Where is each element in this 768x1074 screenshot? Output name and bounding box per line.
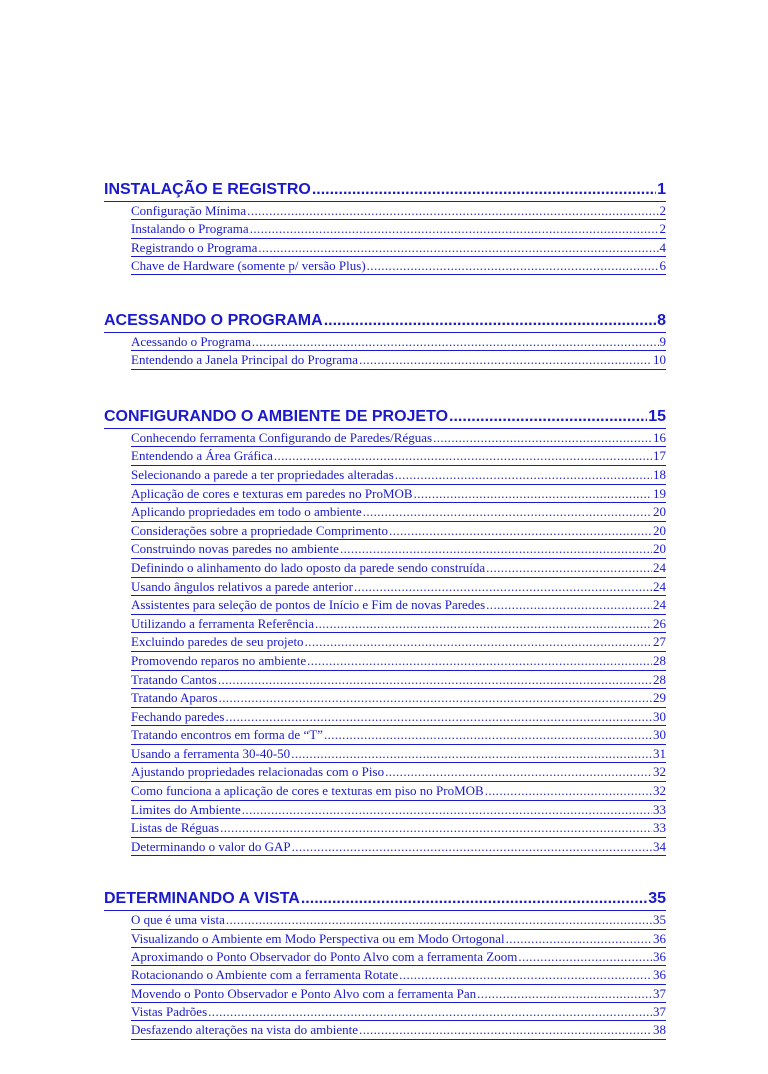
dot-leader xyxy=(274,447,652,465)
toc-item-title: Assistentes para seleção de pontos de Início e Fim de novas Paredes xyxy=(131,597,486,613)
toc-item-title: Utilizando a ferramenta Referência xyxy=(131,615,314,631)
toc-page-number: 26 xyxy=(653,615,666,631)
toc-item[interactable] xyxy=(131,333,666,351)
toc-item-title: Movendo o Ponto Observador e Ponto Alvo com a ferramenta Pan xyxy=(131,985,477,1001)
toc-page-number: 10 xyxy=(653,352,666,368)
dot-leader xyxy=(359,351,652,368)
toc-page-number: 4 xyxy=(659,239,666,255)
toc-item[interactable] xyxy=(131,652,666,671)
toc-item[interactable] xyxy=(131,930,666,948)
toc-page-number: 36 xyxy=(653,949,666,965)
toc-item-title: Vistas Padrões xyxy=(131,1003,208,1019)
dot-leader xyxy=(208,1003,652,1020)
dot-leader xyxy=(291,745,652,763)
dot-leader xyxy=(449,405,647,428)
toc-page-number: 36 xyxy=(653,930,666,946)
toc-item[interactable] xyxy=(131,948,666,966)
toc-heading-title: ACESSANDO O PROGRAMA xyxy=(104,312,323,330)
toc-heading-configurando-o-ambiente[interactable] xyxy=(104,405,666,429)
toc-item[interactable] xyxy=(131,503,666,522)
toc-item[interactable] xyxy=(131,429,666,448)
toc-heading-title: CONFIGURANDO O AMBIENTE DE PROJETO xyxy=(104,407,449,425)
toc-item[interactable] xyxy=(131,540,666,559)
toc-heading-acessando-o-programa[interactable] xyxy=(104,309,666,333)
dot-leader xyxy=(250,220,659,237)
toc-section-configurando xyxy=(104,405,666,857)
dot-leader xyxy=(486,596,652,614)
toc-page-number: 33 xyxy=(653,820,666,836)
toc-page-number: 28 xyxy=(653,652,666,668)
dot-leader xyxy=(220,819,652,837)
toc-item-title: Aplicando propriedades em todo o ambiente xyxy=(131,504,362,520)
toc-item[interactable] xyxy=(131,239,666,257)
toc-page-number: 1 xyxy=(657,181,666,198)
toc-item[interactable] xyxy=(131,1003,666,1021)
toc-item[interactable] xyxy=(131,220,666,238)
toc-page-number: 30 xyxy=(653,727,666,743)
dot-leader xyxy=(226,708,653,726)
toc-item-title: Ajustando propriedades relacionadas com o Piso xyxy=(131,764,385,780)
toc-page-number: 37 xyxy=(653,1003,666,1019)
toc-heading-instalacao-e-registro[interactable] xyxy=(104,178,666,202)
toc-item-title: Conhecendo ferramenta Configurando de Paredes/Réguas xyxy=(131,429,433,445)
toc-item[interactable] xyxy=(131,745,666,764)
toc-item-title: Limites do Ambiente xyxy=(131,801,241,817)
toc-item-title: Excluindo paredes de seu projeto xyxy=(131,634,304,650)
dot-leader xyxy=(226,911,652,928)
toc-page-number: 24 xyxy=(653,559,666,575)
toc-item[interactable] xyxy=(131,522,666,541)
toc-item-title: Entendendo a Janela Principal do Programa xyxy=(131,352,359,368)
toc-item-title: Considerações sobre a propriedade Comprimento xyxy=(131,522,389,538)
dot-leader xyxy=(367,257,659,274)
dot-leader xyxy=(219,689,652,707)
toc-page-number: 2 xyxy=(659,203,666,218)
dot-leader xyxy=(312,178,656,201)
dot-leader xyxy=(477,985,652,1002)
toc-item[interactable] xyxy=(131,782,666,801)
toc-item[interactable] xyxy=(131,801,666,820)
dot-leader xyxy=(218,671,652,689)
toc-item-title: Construindo novas paredes no ambiente xyxy=(131,541,339,557)
dot-leader xyxy=(324,309,656,332)
toc-page-number: 18 xyxy=(653,466,666,482)
toc-item-title: Determinando o valor do GAP xyxy=(131,838,291,854)
toc-item-title: Usando a ferramenta 30-40-50 xyxy=(131,745,291,761)
toc-item-title: Configuração Mínima xyxy=(131,203,247,218)
toc-section-acessando xyxy=(104,309,666,370)
toc-item-title: Fechando paredes xyxy=(131,708,225,724)
toc-heading-title: INSTALAÇÃO E REGISTRO xyxy=(104,181,311,198)
toc-page-number: 38 xyxy=(653,1022,666,1038)
toc-item[interactable] xyxy=(131,966,666,984)
toc-page-number: 33 xyxy=(653,801,666,817)
toc-page-number: 32 xyxy=(653,783,666,799)
toc-page-number: 24 xyxy=(653,597,666,613)
dot-leader xyxy=(485,782,652,800)
toc-item-title: Visualizando o Ambiente em Modo Perspectiva ou em Modo Ortogonal xyxy=(131,930,505,946)
toc-item-title: Selecionando a parede a ter propriedades alteradas xyxy=(131,466,394,482)
dot-leader xyxy=(247,202,658,219)
toc-page-number: 6 xyxy=(659,257,666,273)
toc-item-title: Tratando Cantos xyxy=(131,671,217,687)
toc-heading-title: DETERMINANDO A VISTA xyxy=(104,890,300,908)
toc-item-title: Rotacionando o Ambiente com a ferramenta Rotate xyxy=(131,967,399,983)
dot-leader xyxy=(506,930,652,947)
toc-item[interactable] xyxy=(131,633,666,652)
toc-item[interactable] xyxy=(131,911,666,929)
toc-page-number: 2 xyxy=(659,221,666,237)
toc-page-number: 9 xyxy=(659,334,666,350)
toc-item-title: Definindo o alinhamento do lado oposto da parede sendo construída xyxy=(131,559,486,575)
toc-page-number: 19 xyxy=(653,485,666,501)
toc-page-number: 8 xyxy=(657,312,666,330)
toc-item[interactable] xyxy=(131,578,666,597)
toc-item-title: Aproximando o Ponto Observador do Ponto Alvo com a ferramenta Zoom xyxy=(131,949,518,965)
toc-page-number: 27 xyxy=(653,634,666,650)
toc-item[interactable] xyxy=(131,257,666,275)
dot-leader xyxy=(389,522,652,540)
toc-page-number: 16 xyxy=(653,429,666,445)
toc-item-title: Usando ângulos relativos a parede anterior xyxy=(131,578,354,594)
toc-item-title: Registrando o Programa xyxy=(131,239,258,255)
toc-section-instalacao xyxy=(104,178,666,275)
toc-page-number: 36 xyxy=(653,967,666,983)
toc-item[interactable] xyxy=(131,351,666,369)
toc-heading-determinando-a-vista[interactable] xyxy=(104,887,666,911)
dot-leader xyxy=(292,838,652,856)
toc-item[interactable] xyxy=(131,485,666,504)
toc-page-number: 34 xyxy=(653,838,666,854)
dot-leader xyxy=(258,239,658,256)
toc-item-title: O que é uma vista xyxy=(131,912,225,928)
dot-leader xyxy=(305,633,652,651)
toc-page-number: 35 xyxy=(653,912,666,928)
toc-page-number: 32 xyxy=(653,764,666,780)
toc-item-title: Chave de Hardware (somente p/ versão Plus) xyxy=(131,257,366,273)
dot-leader xyxy=(363,503,652,521)
dot-leader xyxy=(518,948,652,965)
dot-leader xyxy=(324,726,652,744)
toc-page-number: 35 xyxy=(648,890,666,908)
toc-page-number: 20 xyxy=(653,522,666,538)
toc-page-number: 20 xyxy=(653,504,666,520)
toc-item[interactable] xyxy=(131,726,666,745)
toc-item-title: Entendendo a Área Gráfica xyxy=(131,448,273,464)
dot-leader xyxy=(354,578,652,596)
toc-item-title: Como funciona a aplicação de cores e texturas em piso no ProMOB xyxy=(131,783,484,799)
toc-item-title: Tratando Aparos xyxy=(131,690,218,706)
dot-leader xyxy=(315,615,652,633)
toc-item[interactable] xyxy=(131,763,666,782)
toc-item[interactable] xyxy=(131,202,666,220)
toc-item[interactable] xyxy=(131,708,666,727)
toc-item-title: Acessando o Programa xyxy=(131,334,251,350)
toc-item[interactable] xyxy=(131,447,666,466)
toc-item[interactable] xyxy=(131,671,666,690)
toc-page-number: 30 xyxy=(653,708,666,724)
dot-leader xyxy=(340,540,652,558)
dot-leader xyxy=(242,801,652,819)
toc-page-number: 37 xyxy=(653,985,666,1001)
dot-leader xyxy=(399,966,652,983)
toc-item-title: Listas de Réguas xyxy=(131,820,220,836)
toc-item-title: Instalando o Programa xyxy=(131,221,249,237)
toc-item[interactable] xyxy=(131,689,666,708)
toc-page-number: 20 xyxy=(653,541,666,557)
dot-leader xyxy=(414,485,652,503)
toc-page-number: 28 xyxy=(653,671,666,687)
toc-section-determinando-a-vista xyxy=(104,887,666,1039)
toc-item[interactable] xyxy=(131,838,666,857)
table-of-contents xyxy=(104,178,666,1074)
dot-leader xyxy=(395,466,652,484)
toc-item[interactable] xyxy=(131,466,666,485)
toc-item[interactable] xyxy=(131,985,666,1003)
toc-item[interactable] xyxy=(131,596,666,615)
toc-page-number: 29 xyxy=(653,690,666,706)
dot-leader xyxy=(433,429,652,447)
toc-page-number: 24 xyxy=(653,578,666,594)
toc-page-number: 31 xyxy=(653,745,666,761)
toc-item-title: Desfazendo alterações na vista do ambiente xyxy=(131,1022,359,1038)
toc-item[interactable] xyxy=(131,615,666,634)
dot-leader xyxy=(486,559,652,577)
dot-leader xyxy=(385,763,652,781)
dot-leader xyxy=(301,887,647,910)
toc-page-number: 15 xyxy=(648,407,666,425)
toc-item-title: Tratando encontros em forma de “T” xyxy=(131,727,323,743)
dot-leader xyxy=(252,333,659,350)
toc-item[interactable] xyxy=(131,819,666,838)
toc-page-number: 17 xyxy=(653,448,666,464)
toc-item-title: Promovendo reparos no ambiente xyxy=(131,652,307,668)
toc-item-title: Aplicação de cores e texturas em paredes no ProMOB xyxy=(131,485,413,501)
dot-leader xyxy=(307,652,652,670)
toc-item[interactable] xyxy=(131,559,666,578)
